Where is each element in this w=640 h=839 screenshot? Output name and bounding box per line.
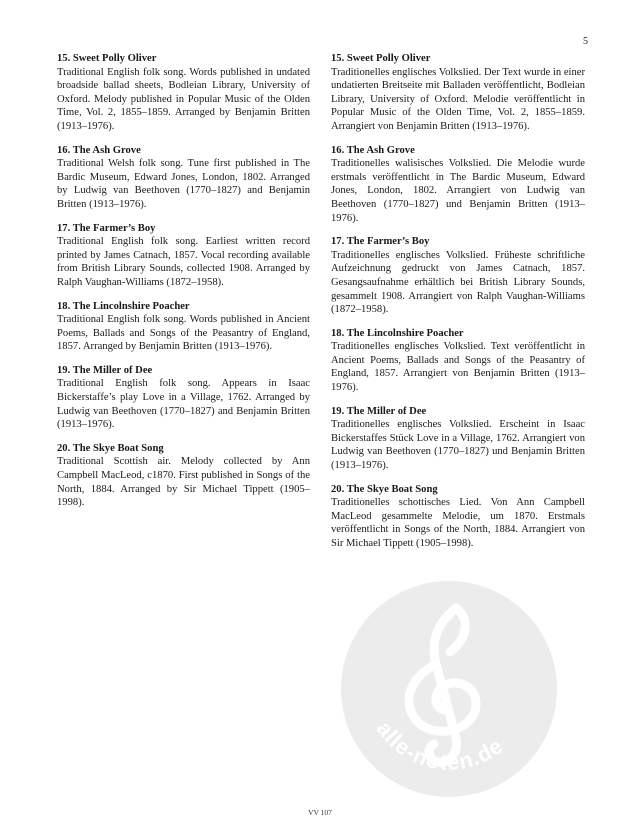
watermark-text: alle-noten.de <box>371 716 509 775</box>
song-description: Traditional English folk song. Appears in Isaac Bickerstaffe’s play Love in a Village, 1762. Arranged by Ludwig van Beethoven (1770–1827) and Benjamin Britten (1913–1976). <box>57 378 310 431</box>
english-column <box>57 52 310 520</box>
song-title: 19. The Miller of Dee <box>57 364 153 376</box>
page-footer: VV 107 <box>308 808 332 817</box>
song-description: Traditional Welsh folk song. Tune first published in The Bardic Museum, Edward Jones, London, 1802. Arranged by Ludwig van Beethoven (1770–1827) and Benjamin Britten (1913–1976). <box>57 158 310 210</box>
song-description: Traditionelles walisisches Volkslied. Die Melodie wurde erstmals veröffentlicht in The Bardic Museum, Edward Jones, London, 1802. Arrangiert von Ludwig van Beethoven (1770–1827) und Benjamin Britten (1913–1976). <box>331 158 585 224</box>
song-entry <box>331 405 585 473</box>
song-title: 18. The Lincolnshire Poacher <box>57 300 190 312</box>
song-title: 16. The Ash Grove <box>331 144 415 156</box>
song-title: 18. The Lincolnshire Poacher <box>331 327 464 339</box>
song-entry <box>331 483 585 551</box>
song-entry <box>331 235 585 317</box>
song-entry <box>57 364 310 432</box>
song-entry <box>331 327 585 395</box>
song-entry <box>331 144 585 226</box>
song-entry <box>57 144 310 212</box>
song-description: Traditionelles englisches Volkslied. Erscheint in Isaac Bickerstaffes Stück Love in a Village, 1762. Arrangiert von Ludwig van Beethoven (1770–1827) und Benjamin Britten (1913–1976). <box>331 419 585 472</box>
song-title: 15. Sweet Polly Oliver <box>331 53 431 64</box>
song-title: 16. The Ash Grove <box>57 144 141 156</box>
song-entry <box>57 52 310 134</box>
song-entry <box>57 442 310 510</box>
song-title: 17. The Farmer’s Boy <box>57 222 156 234</box>
page-number: 5 <box>583 36 588 47</box>
watermark-treble-clef-logo <box>338 578 560 800</box>
song-entry <box>331 52 585 134</box>
song-title: 20. The Skye Boat Song <box>57 442 164 454</box>
song-title: 15. Sweet Polly Oliver <box>57 53 157 64</box>
song-title: 17. The Farmer’s Boy <box>331 236 430 248</box>
german-column <box>331 52 585 561</box>
song-description: Traditionelles schottisches Lied. Von Ann Campbell MacLeod gesammelte Melodie, um 1870. Erstmals veröffentlicht in Songs of the North, 1884. Arrangiert von Sir Michael Tippett (1905–1998). <box>331 497 585 549</box>
song-entry <box>57 300 310 354</box>
song-entry <box>57 222 310 290</box>
song-description: Traditionelles englisches Volkslied. Der Text wurde in einer undatierten Breitseite mit Balladen veröffentlicht, Bodleian Library, University of Oxford. Melodie veröffentlicht in Popular Music of the Olden Time, Vol. 2, 1855–1859. Arrangiert von Benjamin Britten (1913–1976). <box>331 66 585 132</box>
song-description: Traditional English folk song. Words published in undated broadside ballad sheets, Bodleian Library, University of Oxford. Melody published in Popular Music of the Olden Time, Vol. 2, 1855–1859. Arranged by Benjamin Britten (1913–1976). <box>57 66 310 132</box>
song-description: Traditional English folk song. Earliest written record printed by James Catnach, 1857. Vocal recording available from British Library Sounds, collected 1908. Arranged by Ralph Vaughan-Williams (1872–1958). <box>57 236 310 288</box>
song-title: 19. The Miller of Dee <box>331 405 427 417</box>
song-description: Traditionelles englisches Volkslied. Text veröffentlicht in Ancient Poems, Ballads and Songs of the Peasantry of England, 1857. Arrangiert von Benjamin Britten (1913–1976). <box>331 341 585 394</box>
song-description: Traditional English folk song. Words published in Ancient Poems, Ballads and Songs of the Peasantry of England, 1857. Arranged by Benjamin Britten (1913–1976). <box>57 314 310 353</box>
song-title: 20. The Skye Boat Song <box>331 483 438 495</box>
song-description: Traditionelles englisches Volkslied. Früheste schriftliche Aufzeichnung gedruckt von James Catnach, 1857. Gesangsaufnahme erhältlich bei British Library Sounds, gesammelt 1908. Arrangiert von Ralph Vaughan-Williams (1872–1958). <box>331 249 585 316</box>
song-description: Traditional Scottish air. Melody collected by Ann Campbell MacLeod, c1870. First published in Songs of the North, 1884. Arranged by Sir Michael Tippett (1905–1998). <box>57 456 310 509</box>
